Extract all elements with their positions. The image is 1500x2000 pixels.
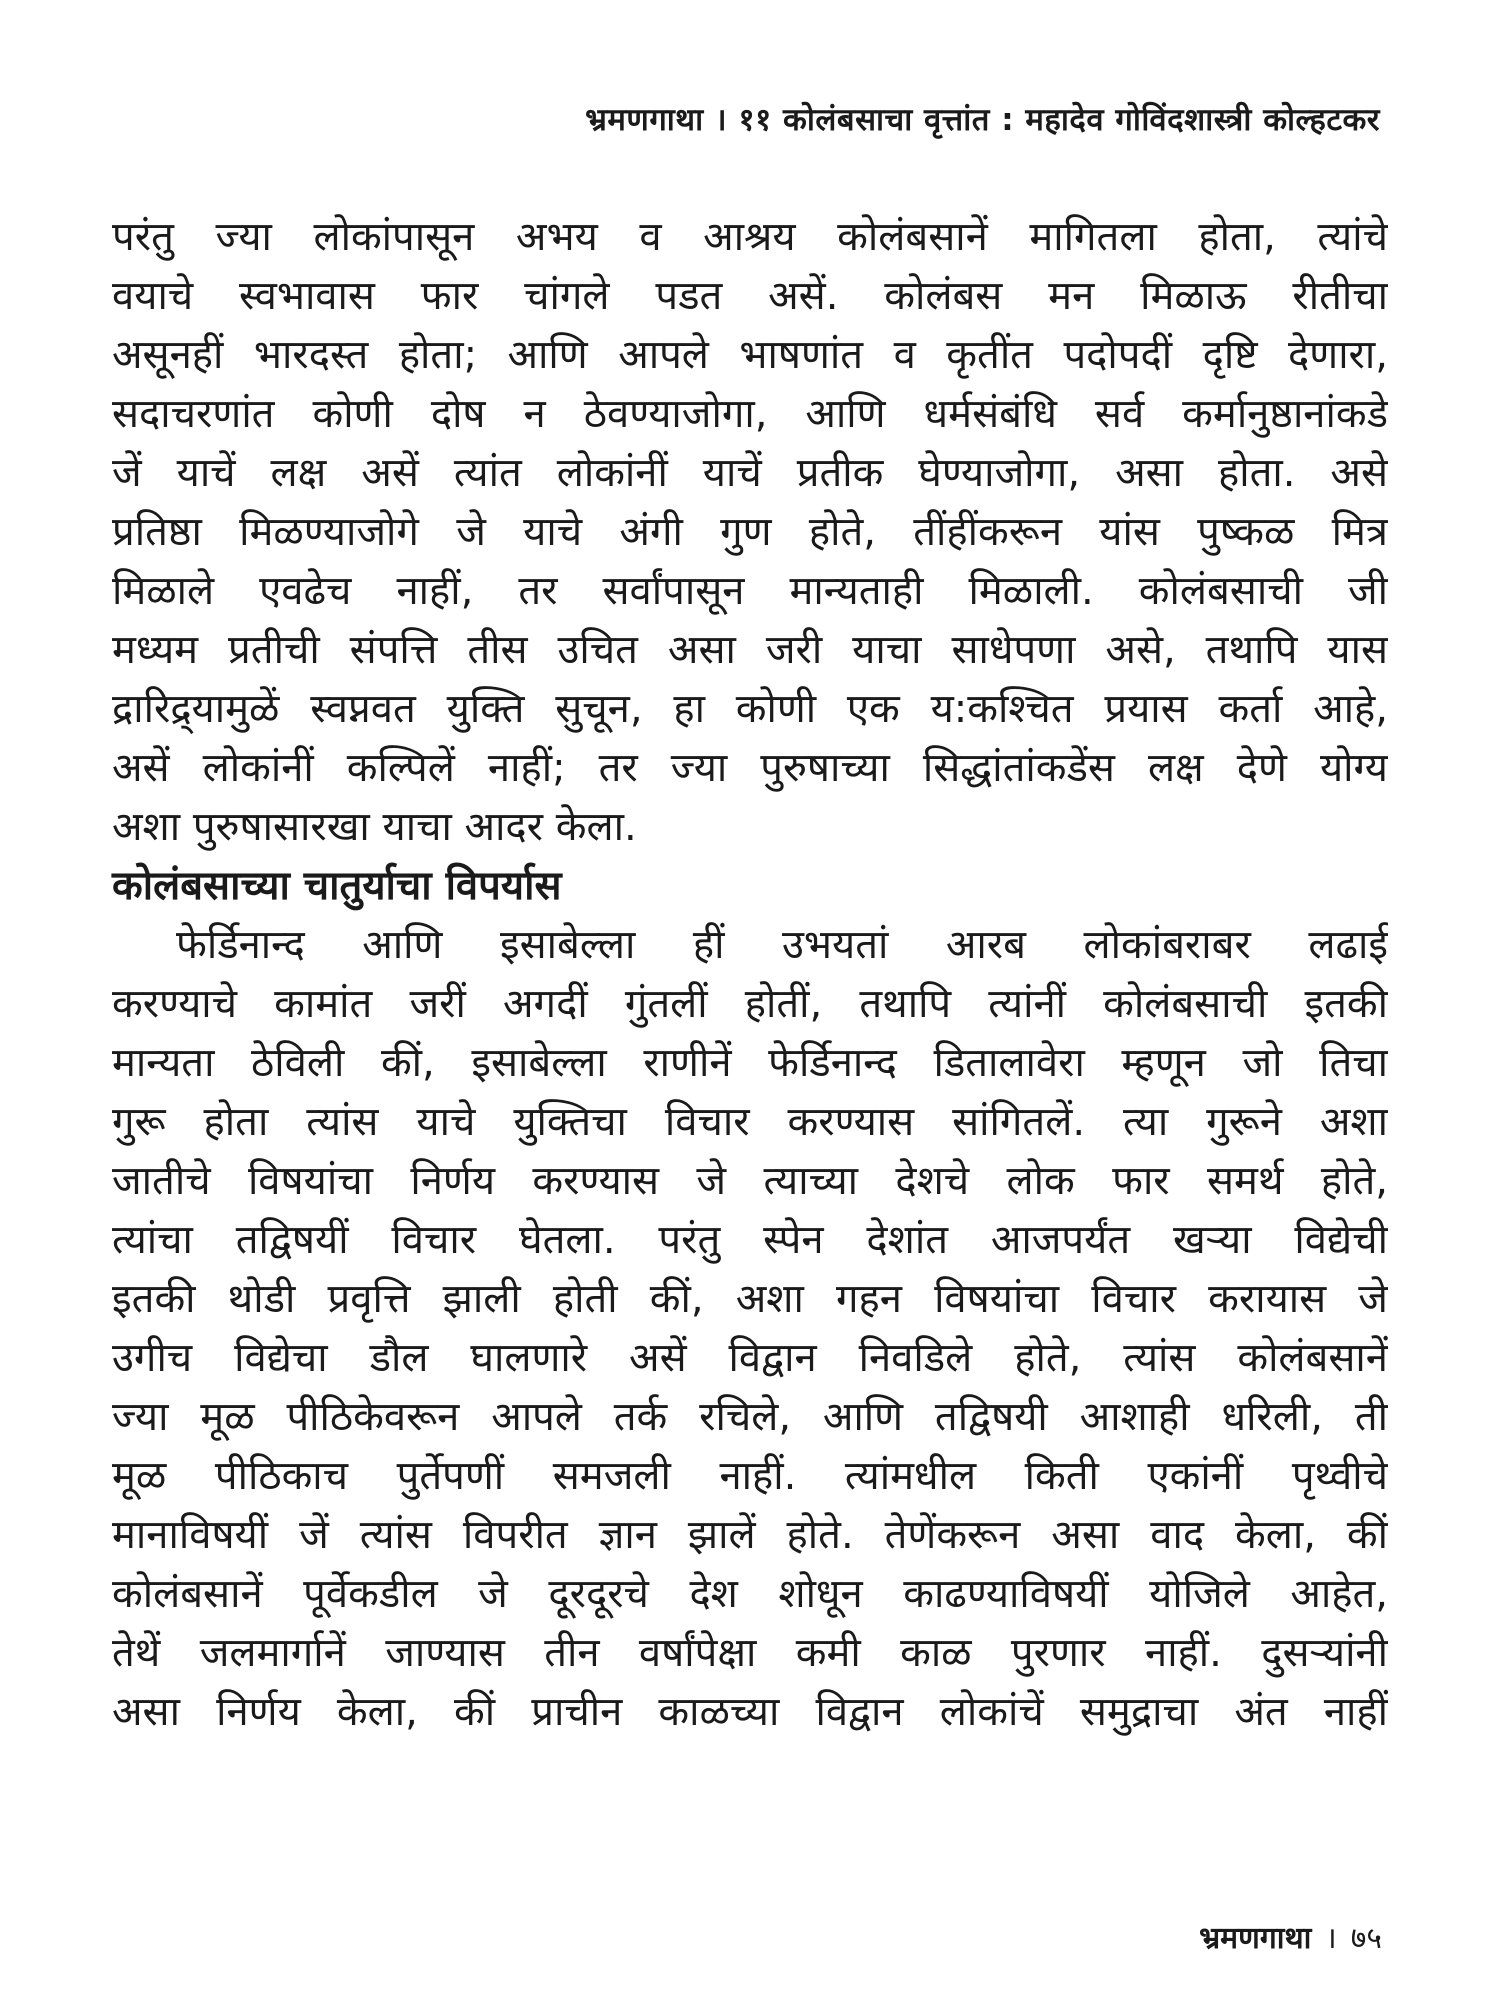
text-line: उगीच विद्येचा डौल घालणारे असें विद्वान निवडिले होते, त्यांस कोलंबसानें (112, 1335, 1388, 1381)
text-line: मानाविषयीं जें त्यांस विपरीत ज्ञान झालें होते. तेणेंकरून असा वाद केला, कीं (112, 1512, 1388, 1558)
text-line: असा निर्णय केला, कीं प्राचीन काळच्या विद्वान लोकांचें समुद्राचा अंत नाहीं (112, 1689, 1388, 1735)
text-line: असूनहीं भारदस्त होता; आणि आपले भाषणांत व कृतींत पदोपदीं दृष्टि देणारा, (112, 332, 1388, 378)
text-line: अशा पुरुषासारखा याचा आदर केला. (112, 804, 637, 850)
text-line: द्रारिद्र्यामुळें स्वप्नवत युक्ति सुचून, हा कोणी एक य:कश्चित प्रयास कर्ता आहे, (112, 686, 1388, 732)
paragraph-2 (112, 916, 1388, 1742)
text-line: फेर्डिनान्द आणि इसाबेल्ला हीं उभयतां आरब लोकांबराबर लढाई (176, 922, 1388, 968)
text-line: परंतु ज्या लोकांपासून अभय व आश्रय कोलंबसानें मागितला होता, त्यांचे (112, 214, 1388, 260)
text-line: सदाचरणांत कोणी दोष न ठेवण्याजोगा, आणि धर्मसंबंधि सर्व कर्मानुष्ठानांकडे (112, 391, 1388, 437)
text-line: त्यांचा तद्विषयीं विचार घेतला. परंतु स्पेन देशांत आजपर्यंत खऱ्या विद्येची (112, 1217, 1388, 1263)
section-heading: कोलंबसाच्या चातुर्याचा विपर्यास (112, 863, 562, 909)
running-footer (1199, 1916, 1382, 1957)
text-line: प्रतिष्ठा मिळण्याजोगे जे याचे अंगी गुण होते, तींहींकरून यांस पुष्कळ मित्र (112, 509, 1388, 555)
text-line: जातीचे विषयांचा निर्णय करण्यास जे त्याच्या देशचे लोक फार समर्थ होते, (112, 1158, 1388, 1204)
text-line: वयाचे स्वभावास फार चांगले पडत असें. कोलंबस मन मिळाऊ रीतीचा (112, 273, 1388, 319)
footer-title: भ्रमणगाथा (1199, 1921, 1312, 1956)
text-line: तेथें जलमार्गानें जाण्यास तीन वर्षांपेक्षा कमी काळ पुरणार नाहीं. दुसऱ्यांनी (112, 1630, 1388, 1676)
text-line: करण्याचे कामांत जरीं अगदीं गुंतलीं होतीं, तथापि त्यांनीं कोलंबसाची इतकी (112, 981, 1388, 1027)
paragraph-1 (112, 208, 1388, 857)
page-body (112, 208, 1388, 1742)
text-line: असें लोकांनीं कल्पिलें नाहीं; तर ज्या पुरुषाच्या सिद्धांतांकडेंस लक्ष देणे योग्य (112, 745, 1388, 791)
text-line: मिळाले एवढेच नाहीं, तर सर्वांपासून मान्यताही मिळाली. कोलंबसाची जी (112, 568, 1388, 614)
text-line: इतकी थोडी प्रवृत्ति झाली होती कीं, अशा गहन विषयांचा विचार करायास जे (112, 1276, 1388, 1322)
text-line: मूळ पीठिकाच पुर्तेपणीं समजली नाहीं. त्यांमधील किती एकांनीं पृथ्वीचे (112, 1453, 1388, 1499)
text-line: गुरू होता त्यांस याचे युक्तिचा विचार करण्यास सांगितलें. त्या गुरूने अशा (112, 1099, 1388, 1145)
text-line: जें याचें लक्ष असें त्यांत लोकांनीं याचें प्रतीक घेण्याजोगा, असा होता. असे (112, 450, 1388, 496)
footer-separator: । (1325, 1921, 1337, 1956)
text-line: मध्यम प्रतीची संपत्ति तीस उचित असा जरी याचा साधेपणा असे, तथापि यास (112, 627, 1388, 673)
page-number: ७५ (1350, 1921, 1382, 1956)
running-header: भ्रमणगाथा । ११ कोलंबसाचा वृत्तांत : महादेव गोविंदशास्त्री कोल्हटकर (585, 102, 1380, 138)
text-line: मान्यता ठेविली कीं, इसाबेल्ला राणीनें फेर्डिनान्द डितालावेरा म्हणून जो तिचा (112, 1040, 1388, 1086)
text-line: कोलंबसानें पूर्वेकडील जे दूरदूरचे देश शोधून काढण्याविषयीं योजिले आहेत, (112, 1571, 1388, 1617)
text-line: ज्या मूळ पीठिकेवरून आपले तर्क रचिले, आणि तद्विषयी आशाही धरिली, ती (112, 1394, 1388, 1440)
